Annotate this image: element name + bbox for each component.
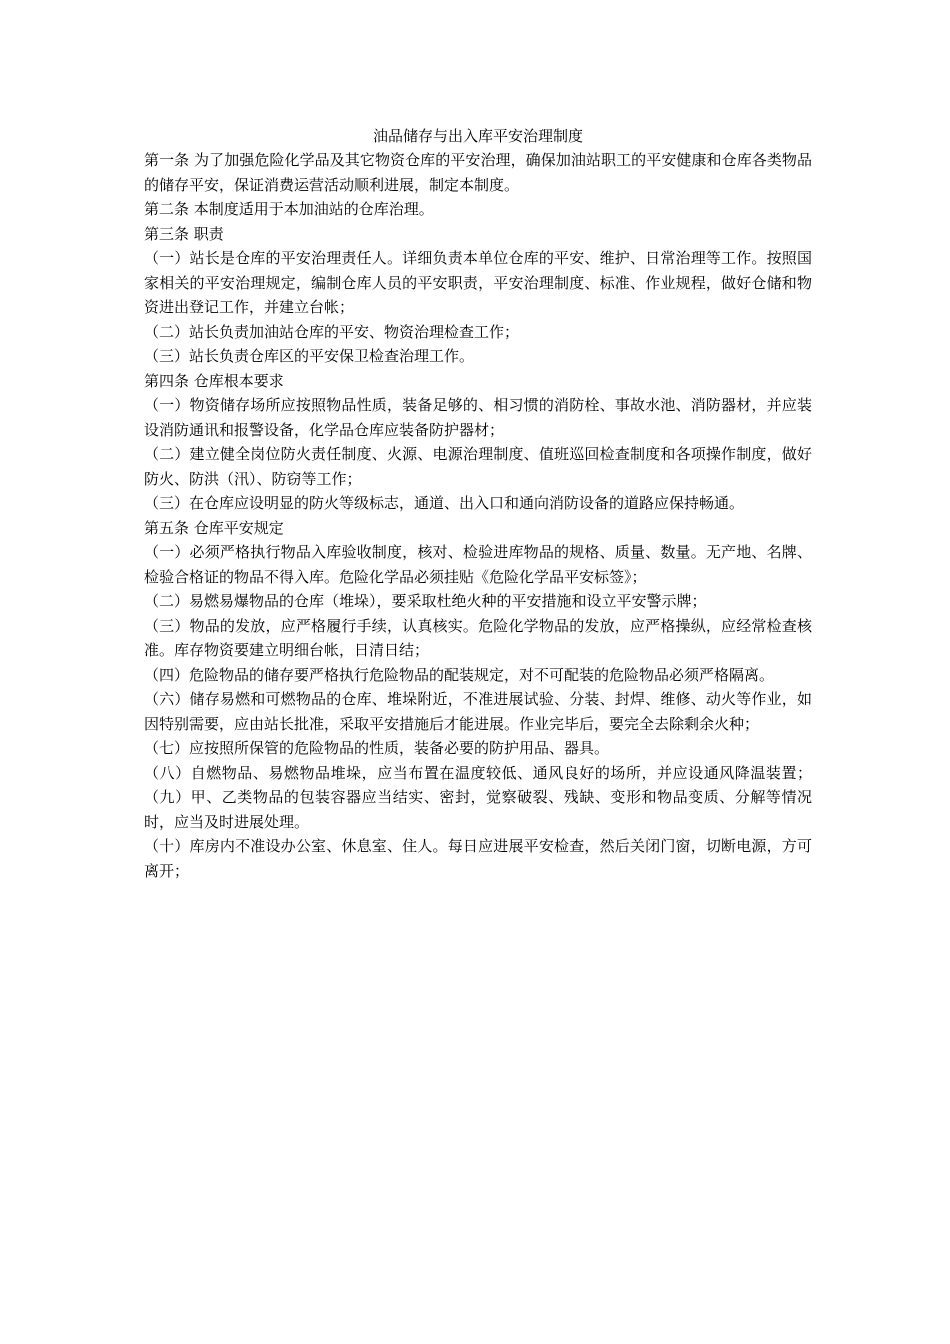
article-5-item-4: （四）危险物品的储存要严格执行危险物品的配装规定，对不可配装的危险物品必须严格隔离。 (144, 665, 775, 684)
article-4-heading: 第四条 仓库根本要求 (144, 371, 284, 390)
article-5-item-7: （七）应按照所保管的危险物品的性质，装备必要的防护用品、器具。 (144, 739, 610, 757)
article-1: 第一条 为了加强危险化学品及其它物资仓库的平安治理，确保加油站职工的平安健康和仓库各类物品的储存平安，保证消费运营活动顺利进展，制定本制度。 (144, 151, 812, 194)
article-5-item-1: （一）必须严格执行物品入库验收制度，核对、检验进库物品的规格、质量、数量。无产地、名牌、检验合格证的物品不得入库。危险化学品必须挂贴《危险化学品平安标签》； (144, 543, 812, 586)
article-5-item-6: （六）储存易燃和可燃物品的仓库、堆垛附近，不准进展试验、分装、封焊、维修、动火等作业，如因特别需要，应由站长批准，采取平安措施后才能进展。作业完毕后，要完全去除剩余火种； (144, 690, 812, 733)
article-3-item-1: （一）站长是仓库的平安治理责任人。详细负责本单位仓库的平安、维护、日常治理等工作。按照国家相关的平安治理规定，编制仓库人员的平安职责，平安治理制度、标准、作业规程，做好仓储和物资进出登记工作，并建立台帐； (144, 249, 812, 316)
article-5-item-10: （十）库房内不准设办公室、休息室、住人。每日应进展平安检查，然后关闭门窗，切断电源，方可离开； (144, 837, 812, 880)
article-5-item-2: （二）易燃易爆物品的仓库（堆垛），要采取杜绝火种的平安措施和设立平安警示牌； (144, 592, 707, 610)
article-2: 第二条 本制度适用于本加油站的仓库治理。 (144, 200, 434, 218)
article-4-item-2: （二）建立健全岗位防火责任制度、火源、电源治理制度、值班巡回检查制度和各项操作制度，做好防火、防洪（汛）、防窃等工作； (144, 445, 812, 488)
article-5-item-3: （三）物品的发放，应严格履行手续，认真核实。危险化学物品的发放，应严格操纵，应经常检查核准。库存物资要建立明细台帐，日清日结； (144, 616, 812, 659)
article-5-heading: 第五条 仓库平安规定 (144, 518, 284, 537)
article-3-item-3: （三）站长负责仓库区的平安保卫检查治理工作。 (144, 347, 475, 365)
article-4-item-1: （一）物资储存场所应按照物品性质，装备足够的、相习惯的消防栓、事故水池、消防器材，并应装设消防通讯和报警设备，化学品仓库应装备防护器材； (144, 396, 812, 439)
article-5-item-8-9: （八）自燃物品、易燃物品堆垛，应当布置在温度较低、通风良好的场所，并应设通风降温装置； （九）甲、乙类物品的包装容器应当结实、密封，觉察破裂、残缺、变形和物品变质、分解等情况时，应当及时进展处理。 (144, 763, 812, 831)
article-4-item-3: （三）在仓库应设明显的防火等级标志，通道、出入口和通向消防设备的道路应保持畅通。 (144, 494, 745, 512)
article-3-heading: 第三条 职责 (144, 224, 224, 243)
document-body (144, 148, 812, 883)
document-title: 油品储存与出入库平安治理制度 (372, 127, 583, 145)
document-page (144, 126, 812, 883)
article-3-item-2: （二）站长负责加油站仓库的平安、物资治理检查工作； (144, 322, 520, 341)
